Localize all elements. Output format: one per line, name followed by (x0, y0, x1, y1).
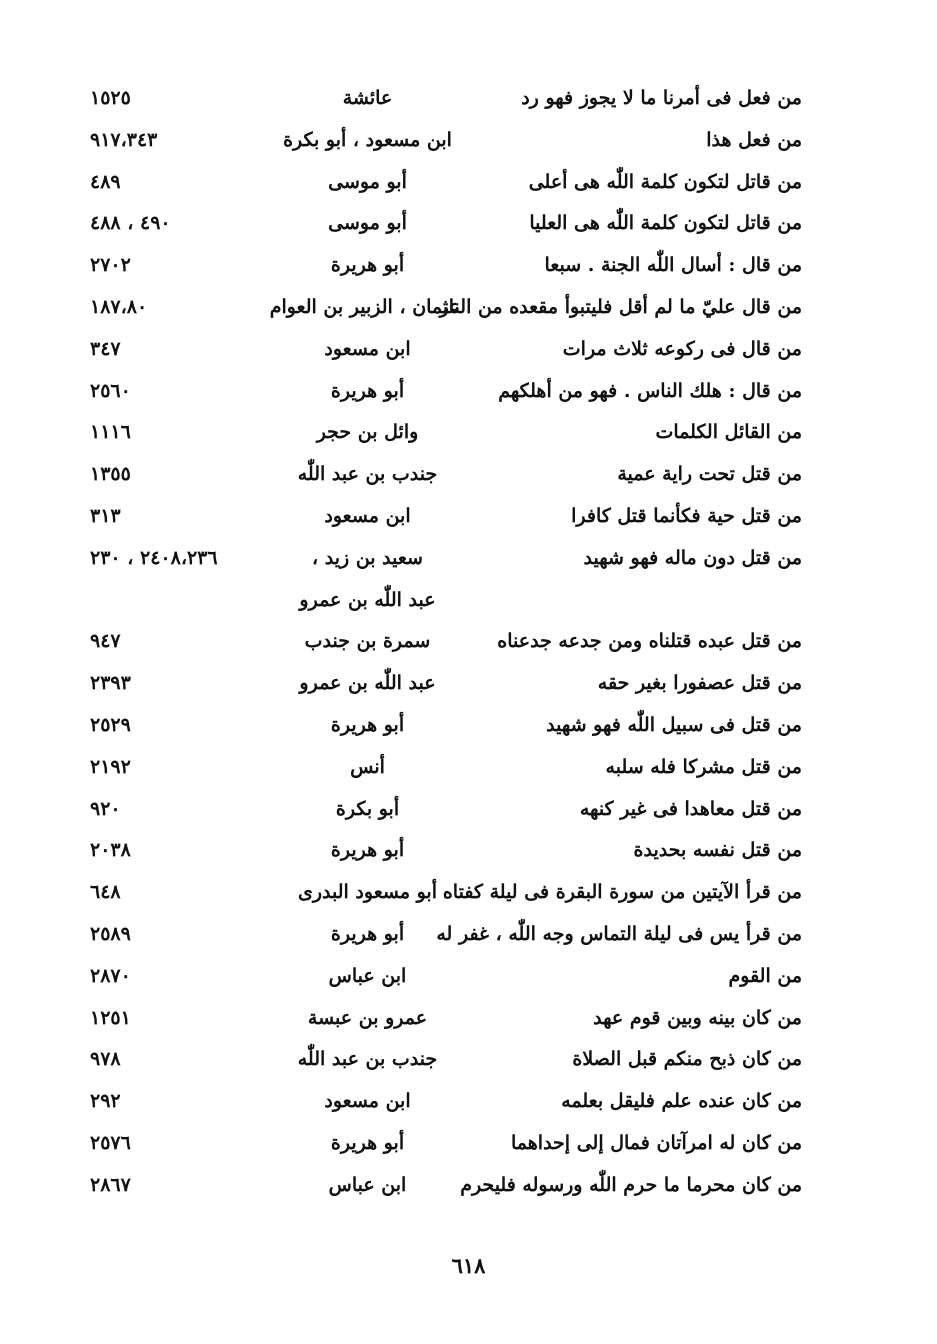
index-row (80, 1123, 810, 1165)
narrator-name-line: عبد اللّٰه بن عمرو (299, 588, 436, 611)
narrator-name: ابن مسعود ، أبو بكرة (283, 128, 452, 151)
hadith-text: من قتل عصفورا بغير حقه (597, 672, 802, 695)
narrator-name: جندب بن عبد اللّٰه (297, 463, 438, 486)
narrator-name: وائل بن حجر (316, 421, 419, 444)
narrator-name: ابن عباس (328, 1173, 407, 1196)
index-row (80, 538, 810, 622)
hadith-numbers: ٩٧٨ (90, 1048, 121, 1071)
index-row (80, 914, 810, 956)
index-row (80, 872, 810, 914)
hadith-numbers: ١٣٥٥ (90, 463, 131, 486)
hadith-numbers: ٩١٧،٣٤٣ (90, 128, 158, 151)
hadith-text: من كان محرما ما حرم اللّٰه ورسوله فليحرم (460, 1173, 802, 1196)
narrator-name: أبو مسعود البدرى (297, 881, 437, 904)
hadith-text: من القائل الكلمات (655, 421, 802, 444)
index-row (80, 621, 810, 663)
hadith-numbers: ٢٣٩٣ (90, 672, 131, 695)
index-row (80, 747, 810, 789)
hadith-text: من قتل حية فكأنما قتل كافرا (571, 504, 802, 527)
hadith-text: من قتل معاهدا فى غير كنهه (579, 797, 802, 820)
hadith-text: من قتل فى سبيل اللّٰه فهو شهيد (546, 713, 802, 736)
index-row (80, 245, 810, 287)
hadith-text: من قال فى ركوعه ثلاث مرات (562, 337, 802, 360)
narrator-name: أبو هريرة (330, 1131, 405, 1154)
narrator-name: أبو موسى (328, 212, 407, 235)
hadith-numbers: ٢٥٨٩ (90, 922, 131, 945)
hadith-text: من قتل تحت راية عمية (617, 463, 802, 486)
hadith-numbers: ٤٨٩ (90, 170, 121, 193)
index-row (80, 287, 810, 329)
hadith-text: من كان له امرآتان فمال إلى إحداهما (511, 1131, 802, 1154)
hadith-text: من كان عنده علم فليقل بعلمه (561, 1090, 802, 1113)
hadith-text: من كان ذبح منكم قبل الصلاة (572, 1048, 802, 1071)
index-row (80, 412, 810, 454)
hadith-numbers: ٢٨٧٠ (90, 964, 131, 987)
hadith-numbers: ٤٩٠ ، ٤٨٨ (90, 212, 171, 235)
hadith-text: من قتل نفسه بحديدة (633, 839, 802, 862)
narrator-name: أبو هريرة (330, 713, 405, 736)
index-row (80, 496, 810, 538)
hadith-text: من قتل مشركا فله سلبه (605, 755, 802, 778)
hadith-numbers: ٩٤٧ (90, 630, 121, 653)
narrator-name: أبو بكرة (335, 797, 400, 820)
index-row (80, 705, 810, 747)
narrator-name: أبو موسى (328, 170, 407, 193)
hadith-numbers: ٢٧٠٢ (90, 254, 131, 277)
index-row (80, 371, 810, 413)
hadith-text: من فعل هذا (706, 128, 802, 151)
narrator-name: جندب بن عبد اللّٰه (297, 1048, 438, 1071)
narrator-name: عائشة (342, 87, 393, 109)
hadith-text: من فعل فى أمرنا ما لا يجوز فهو رد (521, 87, 802, 109)
hadith-text: من كان بينه وبين قوم عهد (593, 1006, 802, 1029)
index-row (80, 998, 810, 1040)
narrator-name: أبو هريرة (330, 922, 405, 945)
index-row (80, 454, 810, 496)
hadith-text: من قرأ الآيتين من سورة البقرة فى ليلة كفتاه (442, 881, 802, 904)
hadith-numbers: ١٥٢٥ (90, 87, 131, 109)
narrator-name: ابن مسعود (324, 504, 411, 527)
hadith-numbers: ٢٩٢ (90, 1090, 121, 1113)
narrator-name: ابن مسعود (324, 1090, 411, 1113)
hadith-text: من قال : أسال اللّٰه الجنة . سبعا (544, 254, 802, 277)
hadith-text: من القوم (728, 964, 802, 987)
hadith-numbers: ٢٠٣٨ (90, 839, 131, 862)
narrator-name: سمرة بن جندب (304, 630, 431, 653)
narrator-name: أنس (350, 755, 385, 778)
hadith-numbers: ١١١٦ (90, 421, 131, 444)
narrator-name: أبو هريرة (330, 254, 405, 277)
index-row (80, 956, 810, 998)
index-row (80, 789, 810, 831)
index-row (80, 329, 810, 371)
index-row (80, 162, 810, 204)
narrator-name-line: سعيد بن زيد ، (312, 546, 423, 569)
narrator-name: عثمان ، الزبير بن العوام (269, 295, 460, 318)
hadith-numbers: ٢٥٦٠ (90, 379, 131, 402)
page-number: ٦١٨ (451, 1253, 486, 1278)
index-row (80, 663, 810, 705)
hadith-text: من قاتل لتكون كلمة اللّٰه هى العليا (529, 212, 802, 235)
hadith-numbers: ١٢٥١ (90, 1006, 131, 1029)
hadith-numbers: ٢٨٦٧ (90, 1173, 131, 1196)
index-row (80, 203, 810, 245)
hadith-text: من قال عليّ ما لم أقل فليتبوأ مقعده من النار (439, 295, 802, 318)
hadith-text: من قاتل لتكون كلمة اللّٰه هى أعلى (528, 170, 802, 193)
index-row (80, 1165, 810, 1207)
hadith-numbers: ٢٥٧٦ (90, 1131, 131, 1154)
hadith-text: من قرأ يس فى ليلة التماس وجه اللّٰه ، غفر له (436, 922, 802, 945)
hadith-numbers: ١٨٧،٨٠ (90, 295, 148, 318)
narrator-name: أبو هريرة (330, 379, 405, 402)
index-row (80, 120, 810, 162)
narrator-name: عبد اللّٰه بن عمرو (299, 672, 436, 695)
hadith-numbers: ٢٤٠٨،٢٣٦ ، ٢٣٠ (90, 546, 218, 569)
index-row (80, 830, 810, 872)
narrator-name: أبو هريرة (330, 839, 405, 862)
narrator-name: ابن مسعود (324, 337, 411, 360)
narrator-name: عمرو بن عبسة (307, 1006, 428, 1029)
narrator-name: ابن عباس (328, 964, 407, 987)
hadith-numbers: ٢١٩٢ (90, 755, 131, 778)
hadith-numbers: ٩٢٠ (90, 797, 121, 820)
hadith-text: من قتل عبده قتلناه ومن جدعه جدعناه (497, 630, 802, 653)
hadith-index-list (80, 78, 810, 1207)
narrator-name (275, 538, 460, 622)
hadith-numbers: ٢٥٢٩ (90, 713, 131, 736)
hadith-numbers: ٣١٣ (90, 504, 121, 527)
hadith-text: من قال : هلك الناس . فهو من أهلكهم (498, 379, 802, 402)
hadith-text: من قتل دون ماله فهو شهيد (583, 546, 802, 569)
index-row (80, 78, 810, 120)
index-row (80, 1039, 810, 1081)
index-row (80, 1081, 810, 1123)
hadith-numbers: ٣٤٧ (90, 337, 121, 360)
hadith-numbers: ٦٤٨ (90, 881, 121, 904)
